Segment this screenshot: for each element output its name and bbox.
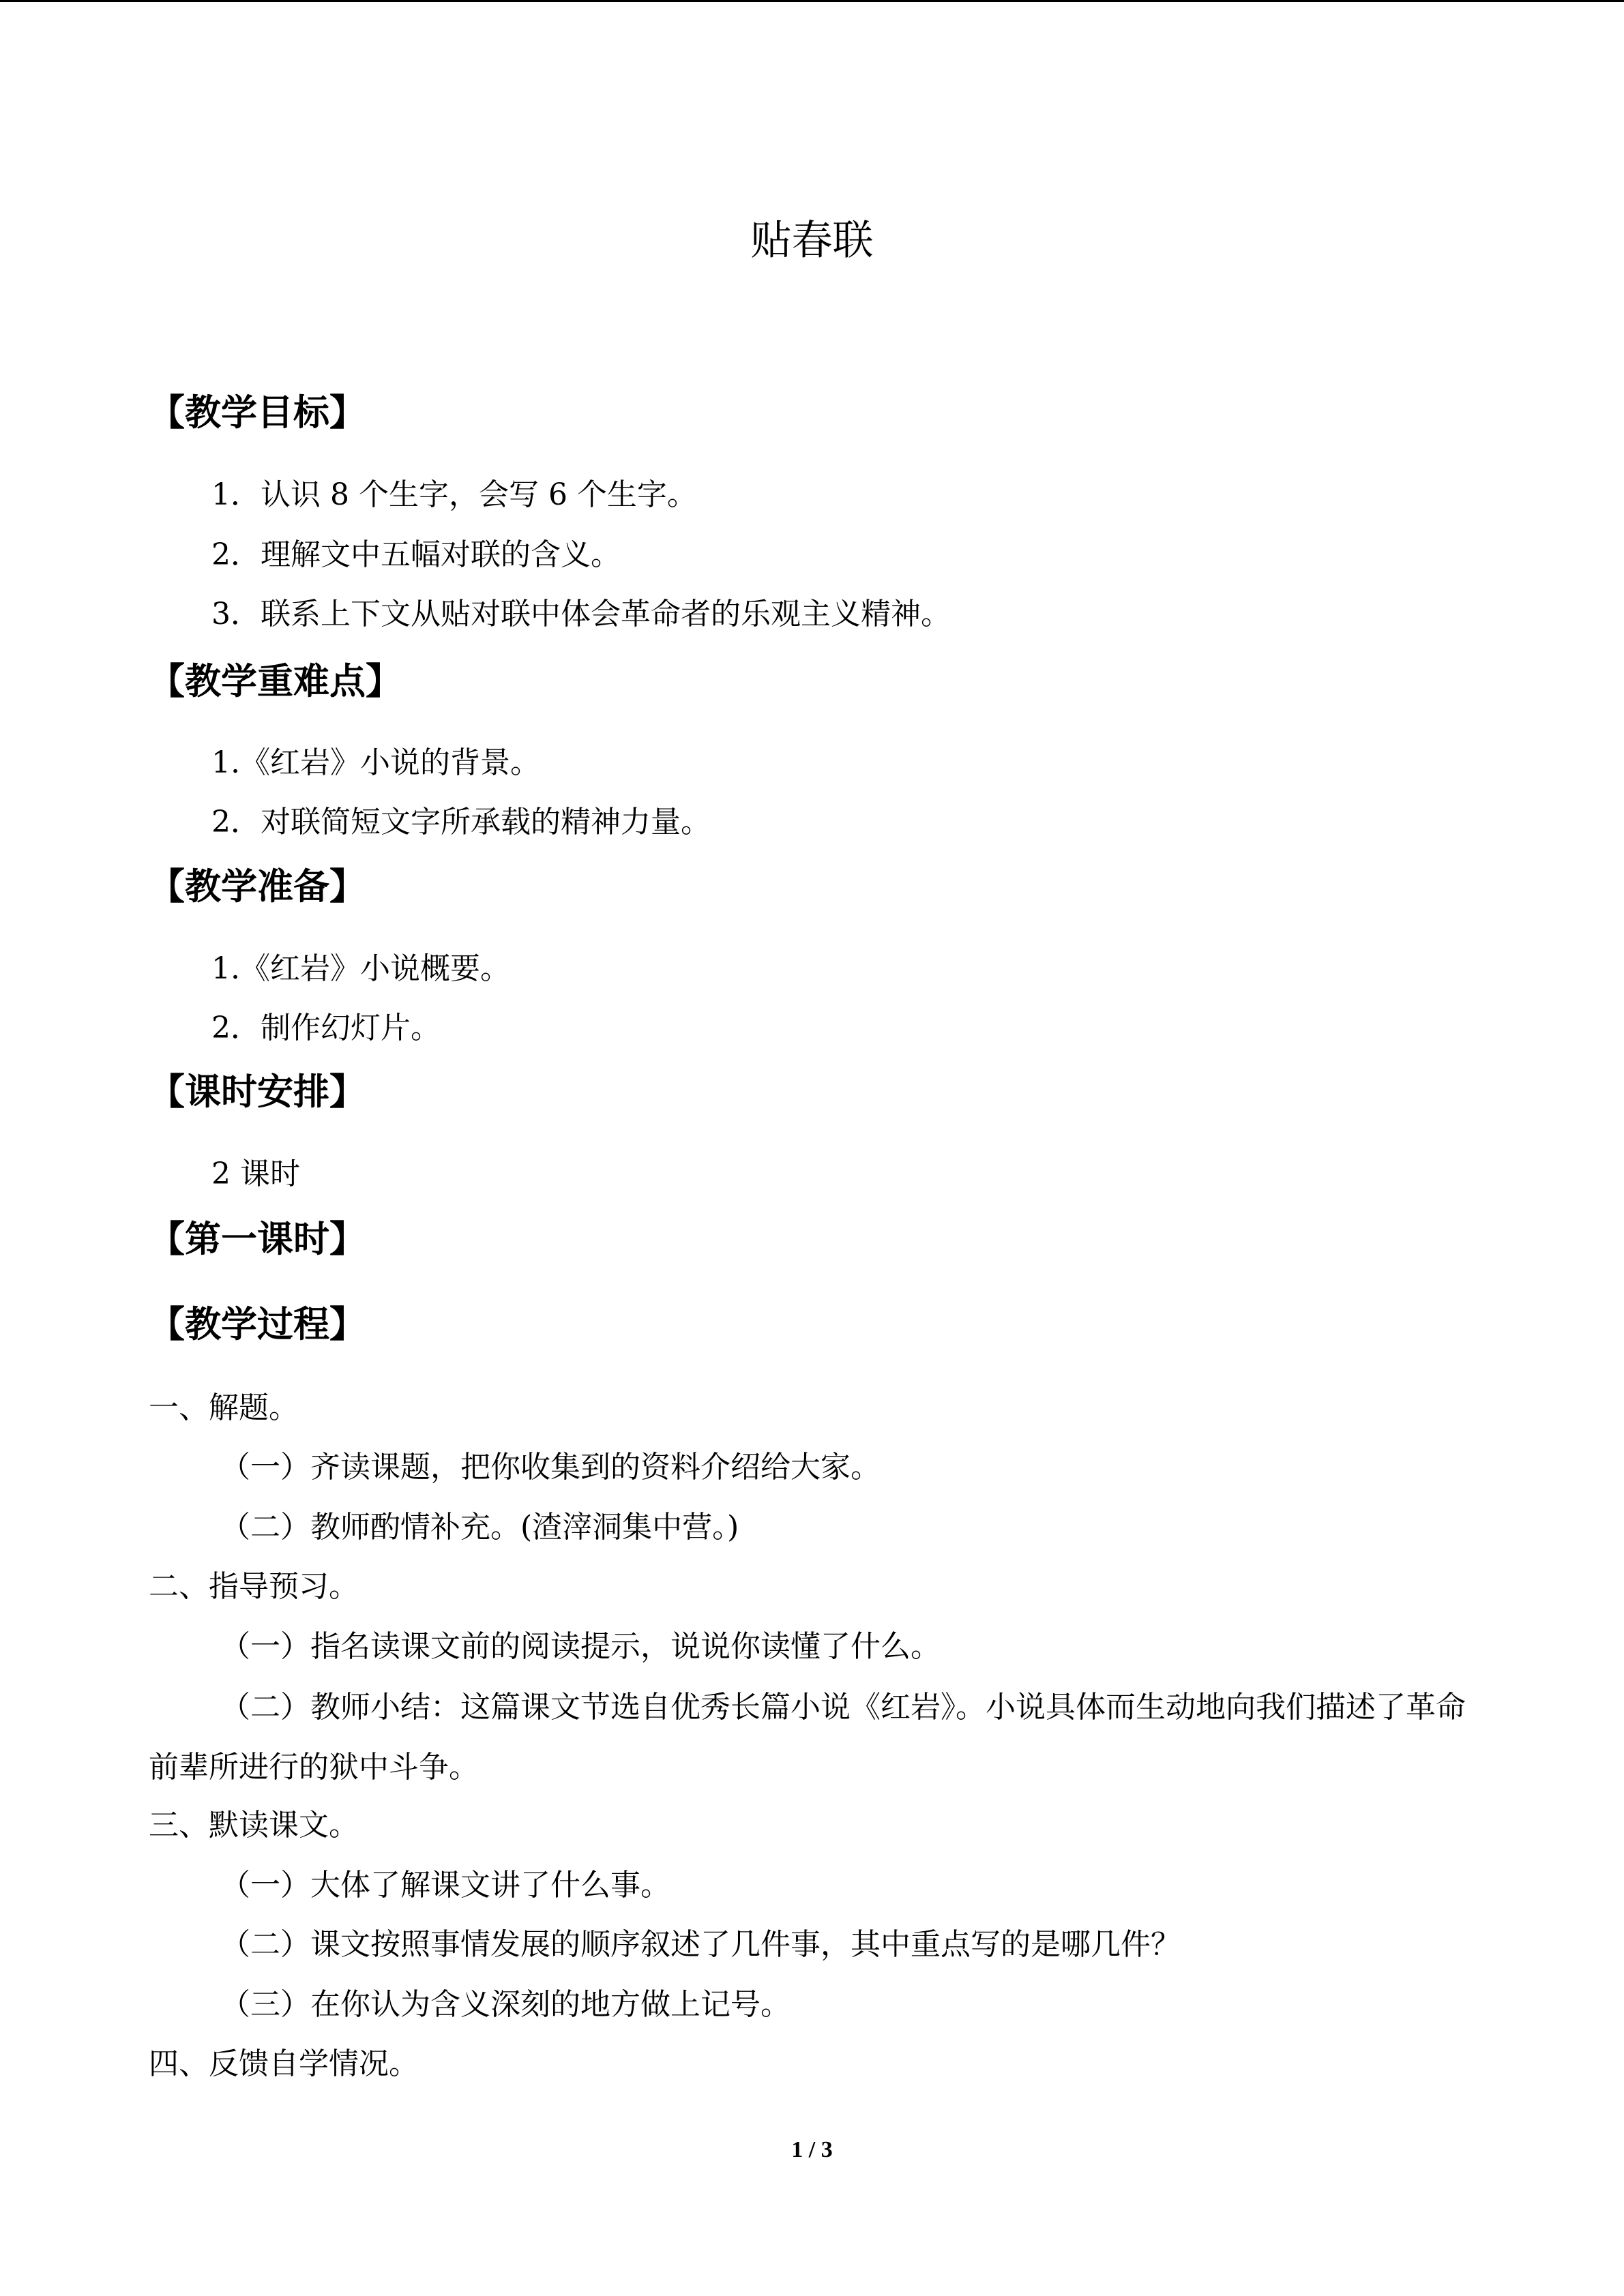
heading-schedule: 【课时安排】 [149, 1071, 366, 1113]
process-step-3-title: 三、默读课文。 [149, 1808, 359, 1843]
key-point-item-2: 2．对联简短文字所承载的精神力量。 [211, 805, 711, 839]
preparation-item-2: 2．制作幻灯片。 [211, 1011, 441, 1045]
preparation-item-1: 1.《红岩》小说概要。 [211, 951, 510, 986]
heading-lesson-one: 【第一课时】 [149, 1219, 366, 1260]
key-point-item-1: 1.《红岩》小说的背景。 [211, 745, 540, 780]
schedule-text: 2 课时 [211, 1157, 300, 1191]
process-step-2-item-2: （二）教师小结：这篇课文节选自优秀长篇小说《红岩》。小说具体而生动地向我们描述了革命前辈所进行的狱中斗争。 [149, 1690, 1466, 1785]
page-number: 1 / 3 [791, 2137, 833, 2162]
process-step-4-title: 四、反馈自学情况。 [149, 2046, 419, 2081]
goal-item-2: 2．理解文中五幅对联的含义。 [211, 537, 621, 572]
process-step-2-item-1: （一）指名读课文前的阅读提示，说说你读懂了什么。 [220, 1629, 941, 1664]
heading-teaching-process: 【教学过程】 [149, 1304, 366, 1345]
process-step-1-item-2: （二）教师酌情补充。(渣滓洞集中营。) [220, 1510, 739, 1545]
heading-key-points: 【教学重难点】 [149, 661, 402, 702]
process-step-3-item-2: （二）课文按照事情发展的顺序叙述了几件事，其中重点写的是哪几件？ [220, 1927, 1181, 1962]
goal-item-3: 3．联系上下文从贴对联中体会革命者的乐观主义精神。 [211, 597, 951, 631]
page-title: 贴春联 [750, 217, 874, 265]
process-step-1-item-1: （一）齐读课题，把你收集到的资料介绍给大家。 [220, 1450, 881, 1485]
process-step-3-item-1: （一）大体了解课文讲了什么事。 [220, 1868, 670, 1903]
process-step-3-item-3: （三）在你认为含义深刻的地方做上记号。 [220, 1987, 791, 2022]
goal-item-1: 1．认识 8 个生字，会写 6 个生字。 [211, 477, 697, 512]
top-border-rule [0, 0, 1624, 2]
process-step-2-title: 二、指导预习。 [149, 1569, 359, 1604]
heading-preparation: 【教学准备】 [149, 866, 366, 908]
heading-teaching-goals: 【教学目标】 [149, 392, 366, 434]
process-step-1-title: 一、解题。 [149, 1390, 299, 1425]
